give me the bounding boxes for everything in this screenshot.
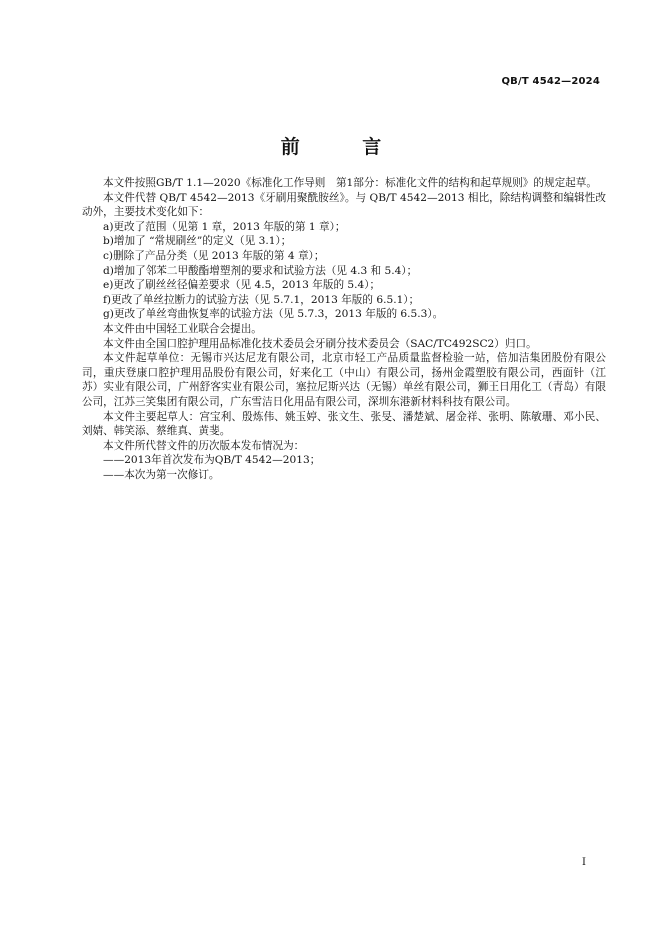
paragraph-committee: 本文件由全国口腔护理用品标准化技术委员会牙刷分技术委员会（SAC/TC492SC2）归口。 <box>103 337 537 350</box>
page-number: I <box>582 857 586 868</box>
paragraph-history-intro: 本文件所代替文件的历次版本发布情况为： <box>103 439 305 452</box>
change-item: a)更改了范围（见第 1 章，2013 年版的第 1 章）； <box>103 220 346 233</box>
history-item: ——本次为第一次修订。 <box>103 468 220 481</box>
change-item: b)增加了 “常规刷丝”的定义（见 3.1）； <box>103 235 292 248</box>
change-item: f)更改了单丝拉断力的试验方法（见 5.7.1，2013 年版的 6.5.1）； <box>103 293 420 306</box>
foreword-body <box>82 176 606 482</box>
history-item: ——2013年首次发布为QB/T 4542—2013； <box>103 454 321 467</box>
change-item: d)增加了邻苯二甲酸酯增塑剂的要求和试验方法（见 4.3 和 5.4）； <box>103 264 418 277</box>
paragraph-drafting-units: 本文件起草单位：无锡市兴达尼龙有限公司，北京市轻工产品质量监督检验一站，倍加洁集团股份有限公司，重庆登康口腔护理用品股份有限公司，好来化工（中山）有限公司，扬州金霞塑胶有限公司，西面针（江苏）实业有限公司，广州舒客实业有限公司，塞拉尼斯兴达（无锡）单丝有限公司，狮王日用化工（青岛）有限公司，江苏三笑集团有限公司，广东雪洁日化用品有限公司，深圳东港新材料科技有限公司。 <box>82 352 606 408</box>
change-item: e)更改了刷丝丝径偏差要求（见 4.5，2013 年版的 5.4）； <box>103 279 381 292</box>
standard-code: QB/T 4542—2024 <box>501 76 600 87</box>
page-title: 前 言 <box>280 136 410 158</box>
change-item: g)更改了单丝弯曲恢复率的试验方法（见 5.7.3，2013 年版的 6.5.3）。 <box>103 308 444 321</box>
change-item: c)删除了产品分类（见 2013 年版的第 4 章）； <box>103 249 325 262</box>
paragraph-proposer: 本文件由中国轻工业联合会提出。 <box>103 322 262 335</box>
paragraph-drafters: 本文件主要起草人：宫宝利、殷炼伟、姚玉婷、张文生、张旻、潘楚斌、屠金祥、张明、陈敏珊、邓小民、刘婧、韩笑添、蔡维真、黄斐。 <box>82 410 606 438</box>
paragraph-drafting-rules: 本文件按照GB/T 1.1—2020《标准化工作导则 第1部分：标准化文件的结构和起草规则》的规定起草。 <box>103 177 597 189</box>
paragraph-replaces: 本文件代替 QB/T 4542—2013《牙刷用聚酰胺丝》。与 QB/T 4542—2013 相比，除结构调整和编辑性改动外，主要技术变化如下： <box>82 191 606 219</box>
